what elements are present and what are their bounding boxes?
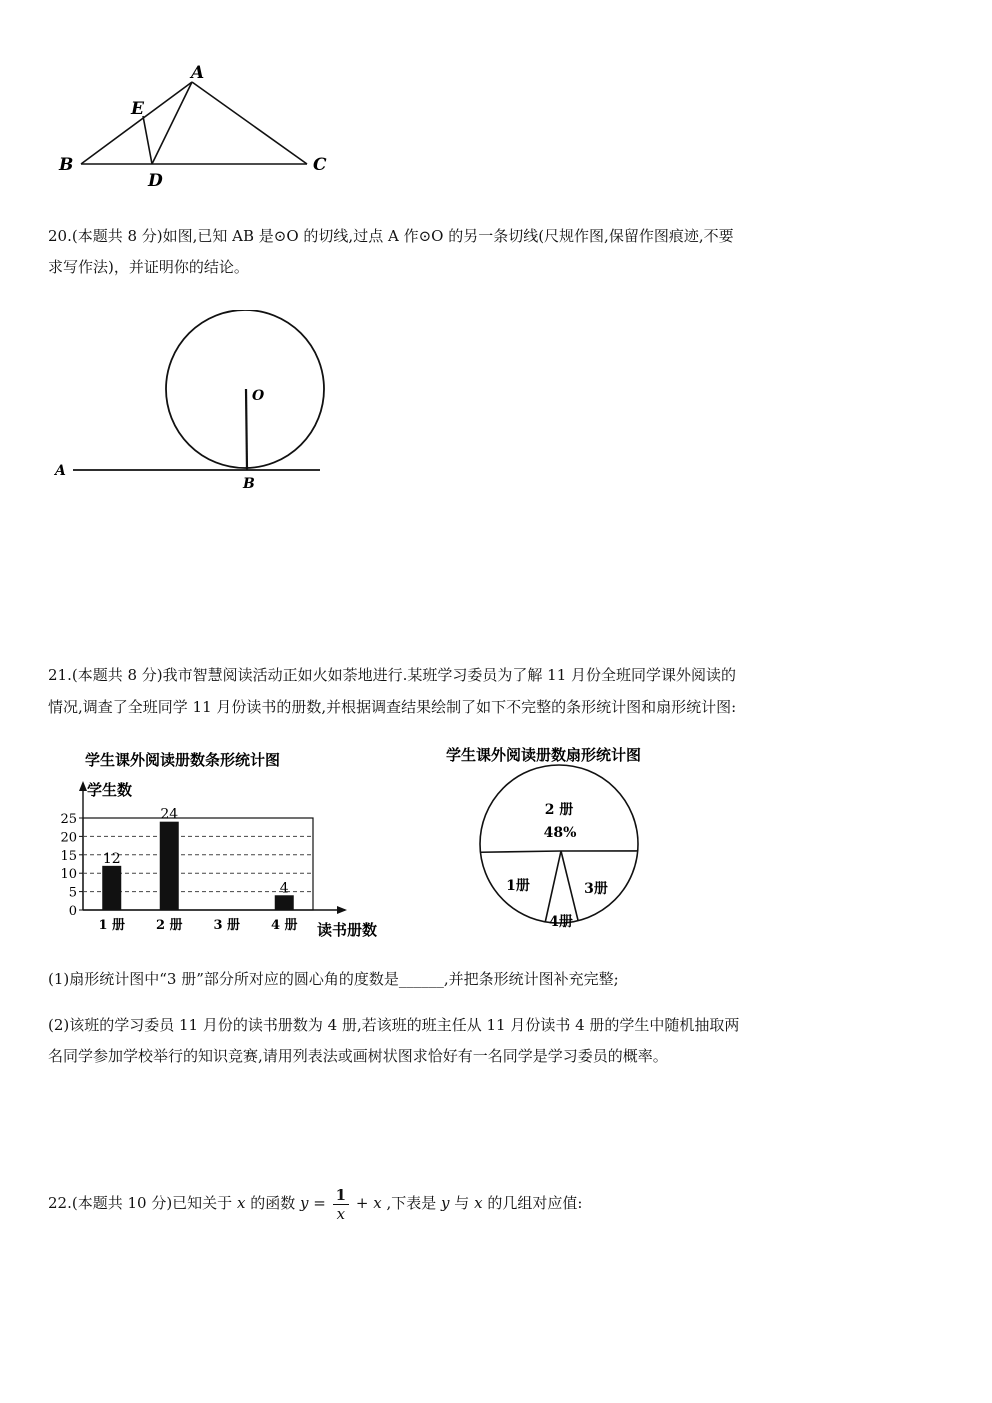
- bar-x-tick-label: 4 册: [270, 918, 298, 933]
- bar-data-label: 4: [279, 880, 289, 897]
- pie-slice-label: 1册: [506, 878, 530, 894]
- label-a2: A: [55, 463, 66, 479]
- q21-part1: (1)扇形统计图中“3 册”部分所对应的圆心角的度数是______,并把条形统计图补充完整;: [48, 970, 619, 988]
- pie-slice-boundary: [561, 851, 578, 921]
- segment-ed: [143, 116, 152, 164]
- radius-ob: [246, 389, 247, 470]
- label-e: E: [131, 99, 144, 119]
- q20-line1: 20.(本题共 8 分)如图,已知 AB 是⊙O 的切线,过点 A 作⊙O 的另一条切线(尺规作图,保留作图痕迹,不要: [48, 227, 734, 245]
- bar-x-axis-arrow: [337, 906, 347, 914]
- q22-var-x: x: [236, 1194, 246, 1212]
- pie-slice-boundary: [545, 851, 561, 922]
- q22-suffix-b: 与: [454, 1194, 470, 1212]
- bar-mark: [160, 822, 179, 910]
- pie-slice-label: 2 册: [544, 802, 574, 818]
- q22-mid: 的函数: [250, 1194, 296, 1212]
- bar-y-tick-label: 10: [60, 867, 77, 883]
- segment-ac: [192, 82, 307, 164]
- q21-line1: 21.(本题共 8 分)我市智慧阅读活动正如火如荼地进行.某班学习委员为了解 11 月份全班同学课外阅读的: [48, 666, 737, 684]
- q22-var-x3: x: [474, 1194, 483, 1212]
- q20-line2: 求写作法)，并证明你的结论。: [48, 258, 249, 276]
- label-b2: B: [243, 476, 255, 492]
- bar-y-tick-label: 0: [68, 904, 77, 919]
- bar-x-tick-label: 2 册: [155, 918, 183, 933]
- pie-chart-title: 学生课外阅读册数扇形统计图: [446, 746, 642, 764]
- bar-y-tick-label: 20: [60, 830, 77, 846]
- q21-part2-line1: (2)该班的学习委员 11 月份的读书册数为 4 册,若该班的班主任从 11 月份读书 4 册的学生中随机抽取两: [48, 1016, 740, 1034]
- pie-slice-percent: 48%: [543, 825, 577, 841]
- q22-plus: +: [355, 1194, 369, 1212]
- segment-ad: [152, 82, 192, 164]
- bar-chart: [55, 745, 400, 945]
- pie-slice-label: 4册: [549, 914, 573, 930]
- pie-chart: [440, 738, 700, 938]
- q21-line2: 情况,调查了全班同学 11 月份读书的册数,并根据调查结果绘制了如下不完整的条形统计图和扇形统计图:: [48, 698, 737, 716]
- bar-y-tick-label: 5: [68, 885, 77, 901]
- bar-x-tick-label: 3 册: [213, 918, 241, 933]
- bar-chart-title: 学生课外阅读册数条形统计图: [85, 751, 281, 769]
- bar-y-tick-label: 25: [60, 812, 77, 827]
- q22-var-x2: x: [373, 1194, 382, 1212]
- label-o: O: [252, 388, 265, 404]
- q22-statement: [48, 1183, 582, 1223]
- bar-y-tick-label: 15: [60, 848, 77, 864]
- label-d: D: [148, 171, 163, 190]
- q22-var-y: y: [300, 1194, 309, 1212]
- pie-slice-label: 3册: [584, 881, 608, 897]
- q22-suffix-c: 的几组对应值:: [487, 1194, 583, 1212]
- q22-fraction: [333, 1186, 349, 1223]
- segment-ab: [81, 82, 192, 164]
- bar-x-tick-label: 1 册: [98, 918, 126, 933]
- q22-frac-num: 1: [333, 1186, 349, 1205]
- bar-data-label: 24: [160, 806, 179, 823]
- q22-prefix: 22.(本题共 10 分)已知关于: [48, 1194, 233, 1212]
- circle-o: [166, 310, 324, 468]
- label-a: A: [191, 63, 205, 83]
- q22-var-y2: y: [441, 1194, 450, 1212]
- bar-y-axis-arrow: [79, 781, 87, 791]
- pie-outline: [480, 765, 638, 923]
- q22-suffix-a: ,下表是: [386, 1194, 437, 1212]
- q22-frac-den: x: [336, 1204, 346, 1223]
- pie-slice-boundary: [480, 851, 561, 852]
- bar-data-label: 12: [102, 850, 121, 867]
- label-c: C: [313, 155, 327, 175]
- q22-equals: =: [313, 1194, 326, 1212]
- triangle-figure: [55, 60, 345, 190]
- bar-chart-xlabel: 读书册数: [317, 921, 378, 939]
- bar-mark: [275, 895, 294, 910]
- label-b: B: [59, 155, 74, 175]
- circle-tangent-figure: [45, 310, 345, 500]
- bar-mark: [102, 866, 121, 910]
- q21-part2-line2: 名同学参加学校举行的知识竞赛,请用列表法或画树状图求恰好有一名同学是学习委员的概率。: [48, 1047, 668, 1065]
- bar-chart-ylabel: 学生数: [87, 781, 133, 799]
